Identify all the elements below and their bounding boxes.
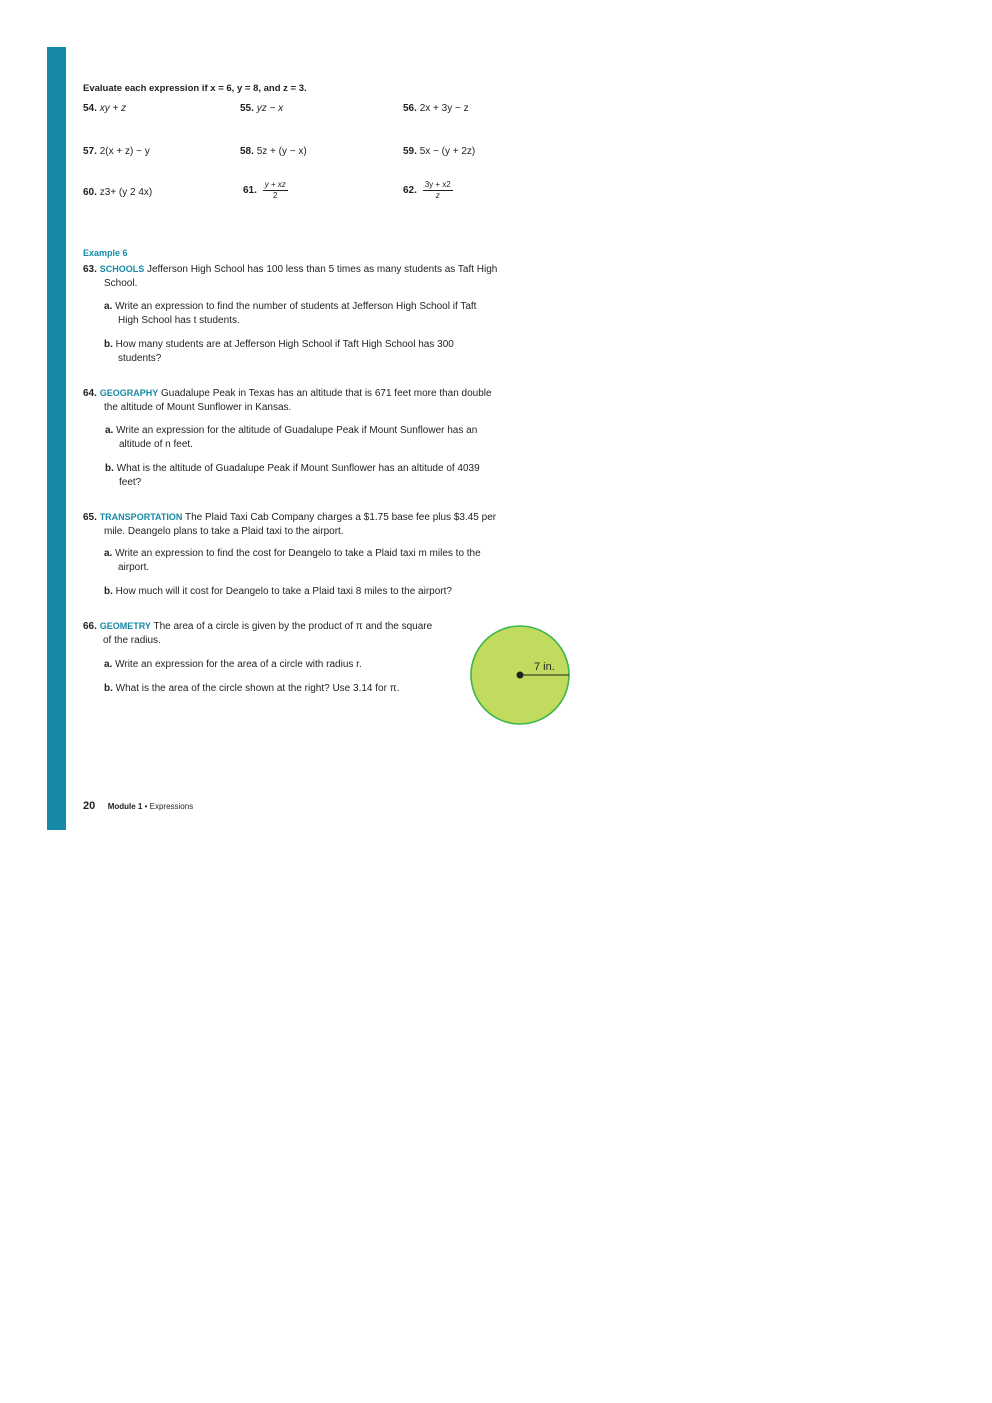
exercise-expression: z3+ (y 2 4x) xyxy=(99,187,153,198)
exercise-expression: 5z + (y − x) xyxy=(256,146,307,157)
exercise-number: 60. xyxy=(83,187,97,198)
problem-64-part-a xyxy=(105,424,505,452)
problem-65-part-a xyxy=(104,547,504,575)
problem-number: 65. xyxy=(83,512,97,523)
fraction-numerator: y + xz xyxy=(264,180,286,189)
part-text: How much will it cost for Deangelo to take a Plaid taxi 8 miles to the airport? xyxy=(115,586,452,597)
part-text: What is the altitude of Guadalupe Peak if Mount Sunflower has an altitude of 4039 feet? xyxy=(116,463,480,488)
problem-text: The Plaid Taxi Cab Company charges a $1.75 base fee plus $3.45 per mile. Deangelo plans to take a Plaid taxi to the airport. xyxy=(104,512,497,537)
part-text: Write an expression for the area of a circle with radius r. xyxy=(115,659,362,670)
part-label: b. xyxy=(104,683,113,694)
problem-66 xyxy=(83,619,433,648)
exercise-expression: yz − x xyxy=(256,103,284,114)
exercise-expression: 5x − (y + 2z) xyxy=(419,146,476,157)
problem-63 xyxy=(83,262,503,291)
part-label: a. xyxy=(105,425,114,436)
exercise-number: 61. xyxy=(243,185,257,197)
problem-63-part-a xyxy=(104,300,499,328)
and-text: and xyxy=(263,83,284,94)
exercise-61 xyxy=(243,180,288,201)
problem-number: 64. xyxy=(83,388,97,399)
exercise-58 xyxy=(240,146,307,157)
problem-65 xyxy=(83,510,503,539)
circle-figure xyxy=(468,623,572,727)
part-text: Write an expression to find the cost for Deangelo to take a Plaid taxi m miles to the airport. xyxy=(115,548,481,573)
module-name: Module 1 xyxy=(107,802,143,811)
problem-text: Guadalupe Peak in Texas has an altitude that is 671 feet more than double the altitude of Mount Sunflower in Kansas. xyxy=(104,388,492,413)
part-label: a. xyxy=(104,301,113,312)
problem-64-part-b xyxy=(105,462,495,490)
part-label: b. xyxy=(104,586,113,597)
problem-text: Jefferson High School has 100 less than 5 times as many students as Taft High School. xyxy=(104,264,498,289)
instruction-prefix: Evaluate each expression if xyxy=(83,83,211,94)
part-label: a. xyxy=(104,548,113,559)
problem-topic: GEOGRAPHY xyxy=(99,388,159,398)
problem-65-part-b xyxy=(104,585,504,599)
exercise-number: 62. xyxy=(403,185,417,197)
problem-number: 66. xyxy=(83,621,97,632)
problem-text: The area of a circle is given by the product of π and the square of the radius. xyxy=(103,621,433,646)
problem-topic: SCHOOLS xyxy=(99,264,145,274)
exercise-number: 59. xyxy=(403,146,417,157)
exercise-54 xyxy=(83,103,126,114)
part-label: b. xyxy=(105,463,114,474)
side-color-bar xyxy=(47,47,66,830)
problem-66-part-b xyxy=(104,682,444,696)
z-assignment: z = 3. xyxy=(283,83,307,94)
exercise-number: 56. xyxy=(403,103,417,114)
exercise-number: 57. xyxy=(83,146,97,157)
radius-label: 7 in. xyxy=(534,661,555,673)
exercise-60 xyxy=(83,187,152,198)
exercise-expression: xy + z xyxy=(99,103,127,114)
problem-64 xyxy=(83,386,503,415)
exercise-number: 58. xyxy=(240,146,254,157)
y-assignment: y = 8, xyxy=(236,83,264,94)
exercise-57 xyxy=(83,146,150,157)
part-label: a. xyxy=(104,659,113,670)
exercise-number: 55. xyxy=(240,103,254,114)
chapter-name: Expressions xyxy=(149,802,194,811)
problem-63-part-b xyxy=(104,338,499,366)
footer-module xyxy=(108,802,194,811)
part-text: Write an expression for the altitude of Guadalupe Peak if Mount Sunflower has an altitude of n feet. xyxy=(116,425,478,450)
example-label: Example 6 xyxy=(83,248,128,258)
fraction-numerator: 3y + x2 xyxy=(424,180,451,189)
exercise-59 xyxy=(403,146,475,157)
part-text: Write an expression to find the number of students at Jefferson High School if Taft High School has t students. xyxy=(115,301,477,326)
exercise-expression: 2x + 3y − z xyxy=(419,103,469,114)
fraction xyxy=(423,180,453,201)
problem-number: 63. xyxy=(83,264,97,275)
instruction xyxy=(83,83,307,94)
part-text: How many students are at Jefferson High School if Taft High School has 300 students? xyxy=(115,339,454,364)
exercise-56 xyxy=(403,103,469,114)
exercise-number: 54. xyxy=(83,103,97,114)
part-text: What is the area of the circle shown at the right? Use 3.14 for π. xyxy=(115,683,400,694)
x-assignment: x = 6, xyxy=(210,83,237,94)
exercise-62 xyxy=(403,180,453,201)
fraction-denominator: 2 xyxy=(273,191,278,200)
problem-topic: TRANSPORTATION xyxy=(99,512,183,522)
center-point xyxy=(517,672,524,679)
problem-topic: GEOMETRY xyxy=(99,621,151,631)
fraction-denominator: z xyxy=(435,191,440,200)
exercise-expression: 2(x + z) − y xyxy=(99,146,150,157)
page-number: 20 xyxy=(83,800,96,812)
fraction xyxy=(263,180,288,201)
exercise-55 xyxy=(240,103,283,114)
footer-separator: • xyxy=(142,802,150,811)
problem-66-part-a xyxy=(104,658,444,672)
page-footer xyxy=(83,796,193,814)
part-label: b. xyxy=(104,339,113,350)
